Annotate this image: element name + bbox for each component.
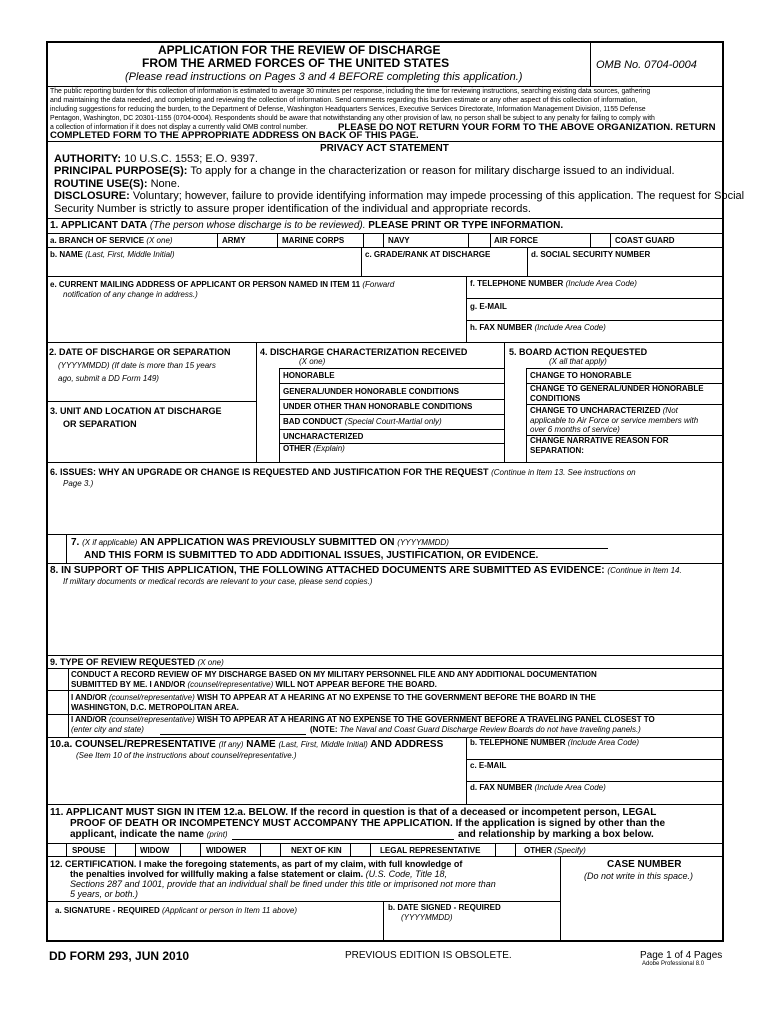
- char-general-checkbox[interactable]: [258, 384, 279, 399]
- review-hearing-dc-label: I AND/OR (counsel/representative) WISH TO APPEAR AT A HEARING AT NO EXPENSE TO THE GOVERNMENT BEFORE THE BOARD IN THE: [71, 693, 596, 702]
- review-hearing-dc-label-cont: WASHINGTON, D.C. METROPOLITAN AREA.: [71, 703, 239, 712]
- name-label: b. NAME (Last, First, Middle Initial): [50, 250, 175, 259]
- email-label: g. E-MAIL: [470, 302, 507, 311]
- phone-field[interactable]: [470, 288, 724, 298]
- branch-coast-guard-label: COAST GUARD: [615, 236, 675, 245]
- branch-army-checkbox[interactable]: [197, 233, 218, 247]
- case-number-label: CASE NUMBER: [607, 859, 682, 870]
- ssn-label: d. SOCIAL SECURITY NUMBER: [531, 250, 651, 259]
- char-uncharacterized-checkbox[interactable]: [258, 430, 279, 443]
- address-label: e. CURRENT MAILING ADDRESS OF APPLICANT OR PERSON NAMED IN ITEM 11 (Forward: [50, 280, 395, 289]
- action-uncharacterized-note: applicable to Air Force or service members with: [530, 416, 699, 425]
- characterization-label: 4. DISCHARGE CHARACTERIZATION RECEIVED: [260, 347, 468, 357]
- page-indicator: Page 1 of 4 Pages: [640, 950, 723, 961]
- action-general-checkbox[interactable]: [505, 384, 526, 404]
- unit-location-label-cont: OR SEPARATION: [63, 419, 137, 429]
- action-uncharacterized-note-cont: over 6 months of service): [530, 425, 620, 434]
- issues-field[interactable]: [50, 490, 724, 536]
- rel-next-of-kin-label: NEXT OF KIN: [291, 846, 342, 855]
- signer-name-field[interactable]: [232, 828, 458, 839]
- branch-air-force-checkbox[interactable]: [469, 233, 490, 247]
- board-action-label: 5. BOARD ACTION REQUESTED: [509, 347, 648, 357]
- rel-widow-checkbox[interactable]: [116, 844, 135, 856]
- char-bad-conduct-label: BAD CONDUCT (Special Court-Martial only): [283, 417, 442, 426]
- char-uncharacterized-label: UNCHARACTERIZED: [283, 432, 364, 441]
- discharge-date-note1: (YYYYMMDD) (If date is more than 15 years: [58, 361, 216, 370]
- issues-note: Page 3.): [63, 479, 94, 488]
- ssn-field[interactable]: [531, 261, 723, 274]
- form-title-line2: FROM THE ARMED FORCES OF THE UNITED STATES: [142, 56, 450, 70]
- unit-location-field[interactable]: [50, 432, 254, 464]
- review-hearing-dc-checkbox[interactable]: [48, 691, 68, 714]
- form-subtitle: (Please read instructions on Pages 3 and 4 BEFORE completing this application.): [125, 71, 523, 83]
- rel-legal-rep-checkbox[interactable]: [351, 844, 370, 856]
- form-title-line1: APPLICATION FOR THE REVIEW OF DISCHARGE: [158, 43, 441, 57]
- unit-location-label: 3. UNIT AND LOCATION AT DISCHARGE: [50, 406, 222, 416]
- omb-number: OMB No. 0704-0004: [596, 59, 697, 71]
- privacy-disclosure-cont: Security Number is strictly to assure proper identification of the individual and appropriate records.: [54, 203, 531, 215]
- branch-navy-label: NAVY: [388, 236, 410, 245]
- signature-label: a. SIGNATURE - REQUIRED (Applicant or person in Item 11 above): [55, 906, 298, 915]
- char-other-checkbox[interactable]: [258, 444, 279, 462]
- signature-field[interactable]: [55, 917, 381, 938]
- phone-label: f. TELEPHONE NUMBER (Include Area Code): [470, 279, 637, 288]
- grade-label: c. GRADE/RANK AT DISCHARGE: [365, 250, 491, 259]
- fax-field[interactable]: [470, 331, 724, 341]
- rel-next-of-kin-checkbox[interactable]: [261, 844, 280, 856]
- counsel-fax-field[interactable]: [470, 792, 724, 802]
- char-oth-checkbox[interactable]: [258, 400, 279, 414]
- review-traveling-panel-note: (NOTE: The Naval and Coast Guard Discharge Review Boards do not have traveling panels.): [310, 725, 641, 734]
- rel-spouse-label: SPOUSE: [72, 846, 106, 855]
- rel-legal-rep-label: LEGAL REPRESENTATIVE: [380, 846, 481, 855]
- char-honorable-checkbox[interactable]: [258, 369, 279, 383]
- characterization-note: (X one): [299, 357, 326, 366]
- action-uncharacterized-checkbox[interactable]: [505, 405, 526, 435]
- counsel-phone-label: b. TELEPHONE NUMBER (Include Area Code): [470, 738, 640, 747]
- applicant-sign-line3-tail: and relationship by marking a box below.: [458, 829, 654, 840]
- applicant-sign-line3: applicant, indicate the name (print): [70, 829, 228, 840]
- rel-widower-checkbox[interactable]: [181, 844, 200, 856]
- address-note: notification of any change in address.): [63, 290, 198, 299]
- char-bad-conduct-checkbox[interactable]: [258, 415, 279, 429]
- review-traveling-panel-label: I AND/OR (counsel/representative) WISH TO APPEAR AT A HEARING AT NO EXPENSE TO THE GOVERNMENT BEFORE A TRAVELING PANEL CLOSEST TO: [71, 715, 655, 724]
- char-general-label: GENERAL/UNDER HONORABLE CONDITIONS: [283, 387, 460, 396]
- name-field[interactable]: [50, 261, 360, 274]
- email-field[interactable]: [470, 310, 724, 320]
- certification-line3: Sections 287 and 1001, provide that an individual shall be fined under this title or imprisoned not more than: [70, 879, 496, 889]
- certification-line1: 12. CERTIFICATION. I make the foregoing statements, as part of my claim, with full knowledge of: [50, 859, 463, 869]
- form-number: DD FORM 293, JUN 2010: [49, 949, 190, 963]
- action-uncharacterized-label: CHANGE TO UNCHARACTERIZED (Not: [530, 406, 678, 415]
- counsel-fax-label: d. FAX NUMBER (Include Area Code): [470, 783, 606, 792]
- date-signed-label: b. DATE SIGNED - REQUIRED: [388, 903, 501, 912]
- discharge-date-label: 2. DATE OF DISCHARGE OR SEPARATION: [49, 347, 231, 357]
- date-signed-field[interactable]: [388, 924, 560, 938]
- action-narrative-label-cont: SEPARATION:: [530, 446, 584, 455]
- software-note: Adobe Professional 8.0: [642, 961, 705, 967]
- certification-line4: 5 years, or both.): [70, 889, 139, 899]
- review-traveling-panel-city-note: (enter city and state): [71, 725, 144, 734]
- action-honorable-label: CHANGE TO HONORABLE: [530, 371, 632, 380]
- privacy-purpose: PRINCIPAL PURPOSE(S): To apply for a change in the characterization or reason for military discharge issued to an individual.: [54, 165, 675, 177]
- action-general-label: CHANGE TO GENERAL/UNDER HONORABLE: [530, 384, 704, 393]
- privacy-heading: PRIVACY ACT STATEMENT: [320, 143, 449, 154]
- review-record-checkbox[interactable]: [48, 669, 68, 690]
- rel-widow-label: WIDOW: [140, 846, 170, 855]
- branch-army-label: ARMY: [222, 236, 246, 245]
- applicant-sign-line1: 11. APPLICANT MUST SIGN IN ITEM 12.a. BELOW. If the record in question is that of a deceased or incompetent person, LEGAL: [50, 807, 657, 818]
- prior-application-line2: AND THIS FORM IS SUBMITTED TO ADD ADDITIONAL ISSUES, JUSTIFICATION, OR EVIDENCE.: [84, 550, 539, 561]
- char-other-label: OTHER (Explain): [283, 444, 345, 453]
- counsel-email-field[interactable]: [470, 770, 724, 780]
- evidence-field[interactable]: [50, 589, 724, 657]
- rel-other-checkbox[interactable]: [496, 844, 515, 856]
- section1-heading: 1. APPLICANT DATA (The person whose discharge is to be reviewed). PLEASE PRINT OR TYPE INFORMATION.: [50, 220, 564, 231]
- branch-coast-guard-checkbox[interactable]: [591, 233, 610, 247]
- evidence-note: If military documents or medical records are relevant to your case, please send copies.): [63, 577, 373, 586]
- counsel-label: 10.a. COUNSEL/REPRESENTATIVE (If any) NAME (Last, First, Middle Initial) AND ADDRESS: [50, 739, 444, 750]
- branch-marine-corps-checkbox[interactable]: [257, 233, 278, 247]
- branch-label: a. BRANCH OF SERVICE (X one): [50, 236, 173, 245]
- obsolete-notice: PREVIOUS EDITION IS OBSOLETE.: [345, 950, 512, 961]
- counsel-note: (See Item 10 of the instructions about counsel/representative.): [76, 751, 297, 760]
- prior-application-date-field[interactable]: [470, 537, 612, 548]
- traveling-panel-city-field[interactable]: [160, 724, 310, 734]
- case-number-note: (Do not write in this space.): [584, 871, 694, 881]
- certification-line2: the penalties involved for willfully making a false statement or claim. (U.S. Code, Title 18,: [70, 869, 448, 879]
- applicant-sign-line2: PROOF OF DEATH OR INCOMPETENCY MUST ACCOMPANY THE APPLICATION. If the application is signed by other than the: [70, 818, 666, 829]
- rel-spouse-checkbox[interactable]: [47, 844, 66, 856]
- branch-navy-checkbox[interactable]: [364, 233, 383, 247]
- privacy-disclosure: DISCLOSURE: Voluntary; however, failure to provide identifying information may impede processing of this application. The request for Social: [54, 190, 745, 202]
- discharge-date-field[interactable]: [50, 386, 254, 399]
- counsel-name-address-field[interactable]: [50, 762, 464, 806]
- address-field[interactable]: [50, 301, 464, 343]
- counsel-email-label: c. E-MAIL: [470, 761, 507, 770]
- action-honorable-checkbox[interactable]: [505, 369, 526, 383]
- board-action-note: (X all that apply): [549, 357, 607, 366]
- branch-marine-corps-label: MARINE CORPS: [282, 236, 345, 245]
- grade-field[interactable]: [365, 261, 527, 274]
- review-record-label: CONDUCT A RECORD REVIEW OF MY DISCHARGE BASED ON MY MILITARY PERSONNEL FILE AND ANY ADDITIONAL DOCUMENTATION: [71, 670, 597, 679]
- action-general-label-cont: CONDITIONS: [530, 394, 581, 403]
- prior-application-checkbox[interactable]: [48, 535, 66, 563]
- rel-widower-label: WIDOWER: [206, 846, 247, 855]
- fax-label: h. FAX NUMBER (Include Area Code): [470, 323, 606, 332]
- evidence-label: 8. IN SUPPORT OF THIS APPLICATION, THE FOLLOWING ATTACHED DOCUMENTS ARE SUBMITTED AS EVIDENCE: (Continue in Item 14.: [50, 565, 682, 576]
- rel-other-specify-field[interactable]: [600, 845, 722, 855]
- counsel-phone-field[interactable]: [470, 748, 724, 758]
- char-oth-label: UNDER OTHER THAN HONORABLE CONDITIONS: [283, 402, 473, 411]
- review-traveling-panel-checkbox[interactable]: [48, 715, 68, 737]
- review-type-label: 9. TYPE OF REVIEW REQUESTED (X one): [50, 657, 224, 667]
- review-record-label-cont: SUBMITTED BY ME. I AND/OR (counsel/representative) WILL NOT APPEAR BEFORE THE BOARD.: [71, 680, 437, 689]
- rel-other-label: OTHER (Specify): [524, 846, 586, 855]
- action-narrative-label: CHANGE NARRATIVE REASON FOR: [530, 436, 669, 445]
- issues-label: 6. ISSUES: WHY AN UPGRADE OR CHANGE IS REQUESTED AND JUSTIFICATION FOR THE REQUEST (Continue in Item 13. See instructions on: [50, 467, 636, 477]
- action-narrative-checkbox[interactable]: [505, 436, 526, 462]
- branch-air-force-label: AIR FORCE: [494, 236, 538, 245]
- privacy-authority: AUTHORITY: 10 U.S.C. 1553; E.O. 9397.: [54, 153, 258, 165]
- char-honorable-label: HONORABLE: [283, 371, 335, 380]
- date-signed-note: (YYYYMMDD): [401, 913, 453, 922]
- discharge-date-note2: ago, submit a DD Form 149): [58, 374, 159, 383]
- prior-application-label: 7. (X if applicable) AN APPLICATION WAS PREVIOUSLY SUBMITTED ON (YYYYMMDD): [71, 537, 449, 548]
- privacy-routine-use: ROUTINE USE(S): None.: [54, 178, 180, 190]
